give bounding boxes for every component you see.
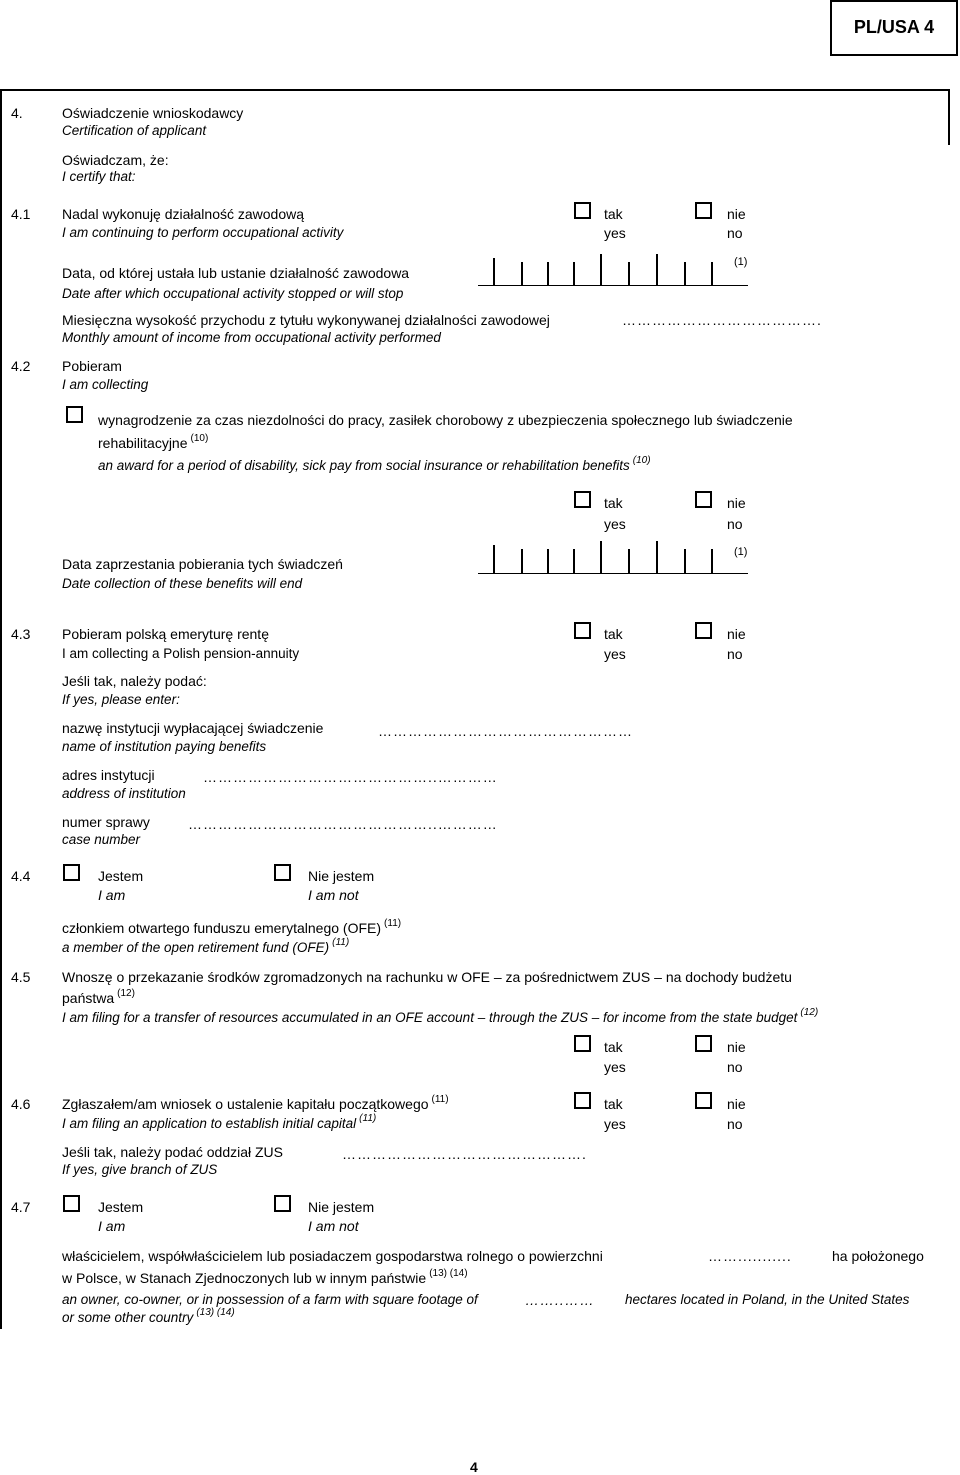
s43-case-label-pl: numer sprawy <box>62 814 150 830</box>
s44-member-en-text: a member of the open retirement fund (OFE) <box>62 940 330 955</box>
s41-label-pl: Nadal wykonuję działalność zawodową <box>62 206 305 222</box>
s47-am-pl: Jestem <box>98 1199 144 1215</box>
s41-tak: tak <box>604 206 623 222</box>
s45-nie: nie <box>727 1039 746 1055</box>
s43-tak: tak <box>604 626 623 642</box>
s42-benefit-en-footnote: (10) <box>632 455 651 466</box>
s42-benefit-pl-2 <box>98 435 208 451</box>
s47-number: 4.7 <box>11 1199 31 1215</box>
s41-footnote: (1) <box>734 256 748 268</box>
s42-date-label-pl: Data zaprzestania pobierania tych świadczeń <box>62 556 343 572</box>
form-code-box <box>830 0 958 56</box>
s41-number: 4.1 <box>11 206 31 222</box>
s46-pl-text: Zgłaszałem/am wniosek o ustalenie kapitału początkowego <box>62 1096 429 1112</box>
s46-en <box>62 1113 377 1131</box>
date-tick <box>711 549 713 573</box>
s47-owner-pl-2-text: w Polsce, w Stanach Zjednoczonych lub w innym państwie <box>62 1270 427 1286</box>
date-field-baseline <box>478 285 748 286</box>
s42-tak-checkbox[interactable] <box>574 491 591 508</box>
s47-owner-pl-1: właścicielem, współwłaścicielem lub posiadaczem gospodarstwa rolnego o powierzchni <box>62 1248 603 1264</box>
s41-income-label-pl: Miesięczna wysokość przychodu z tytułu wykonywanej działalności zawodowej <box>62 312 550 328</box>
s43-no: no <box>727 646 743 662</box>
s45-number: 4.5 <box>11 969 31 985</box>
date-tick <box>600 541 602 573</box>
s46-tak: tak <box>604 1096 623 1112</box>
s43-case-label-en: case number <box>62 832 141 847</box>
s42-benefit-checkbox[interactable] <box>66 406 83 423</box>
s43-inst-label-en: name of institution paying benefits <box>62 739 267 754</box>
s45-pl-2 <box>62 990 135 1006</box>
s42-benefit-pl-footnote: (10) <box>190 433 209 444</box>
s46-branch-label-pl: Jeśli tak, należy podać oddział ZUS <box>62 1144 283 1160</box>
s47-amnot-checkbox[interactable] <box>274 1195 291 1212</box>
s47-area-en-field[interactable]: ……..…… <box>525 1292 595 1308</box>
s46-no: no <box>727 1116 743 1132</box>
s46-number: 4.6 <box>11 1096 31 1112</box>
s47-am-checkbox[interactable] <box>63 1195 80 1212</box>
s47-owner-pl-2 <box>62 1270 468 1286</box>
s41-date-label-pl: Data, od której ustała lub ustanie działalność zawodowa <box>62 265 410 281</box>
s41-label-en: I am continuing to perform occupational activity <box>62 225 344 240</box>
s47-owner-en-ha: hectares located in Poland, in the United States <box>625 1292 910 1307</box>
s41-nie: nie <box>727 206 746 222</box>
s45-en-footnote: (12) <box>800 1007 819 1018</box>
date-tick <box>493 258 495 286</box>
s42-benefit-pl-1: wynagrodzenie za czas niezdolności do pracy, zasiłek chorobowy z ubezpieczenia społecznego lub świadczenie <box>98 412 793 428</box>
s47-owner-en-2-text: or some other country <box>62 1310 194 1325</box>
s41-yes: yes <box>604 225 626 241</box>
s45-tak-checkbox[interactable] <box>574 1035 591 1052</box>
date-tick <box>711 262 713 286</box>
date-tick <box>684 549 686 573</box>
s42-label-en: I am collecting <box>62 377 149 392</box>
date-tick <box>573 262 575 286</box>
s41-tak-checkbox[interactable] <box>574 202 591 219</box>
s43-tak-checkbox[interactable] <box>574 622 591 639</box>
s46-pl <box>62 1096 449 1112</box>
s42-yes: yes <box>604 516 626 532</box>
page-number: 4 <box>470 1459 478 1475</box>
s44-member-en-footnote: (11) <box>332 937 350 948</box>
date-field-baseline <box>478 573 748 574</box>
s46-branch-field[interactable]: …………………………………………. <box>342 1146 587 1162</box>
s45-no: no <box>727 1059 743 1075</box>
s41-date-label-en: Date after which occupational activity stopped or will stop <box>62 286 404 301</box>
s47-owner-pl-footnote: (13) (14) <box>429 1268 468 1279</box>
s45-en <box>62 1007 819 1025</box>
s42-footnote: (1) <box>734 546 748 558</box>
form-code: PL/USA 4 <box>853 17 935 37</box>
section-title-pl: Oświadczenie wnioskodawcy <box>62 105 244 121</box>
s44-member-pl-footnote: (11) <box>384 918 402 929</box>
s43-nie: nie <box>727 626 746 642</box>
s44-member-pl-text: członkiem otwartego funduszu emerytalnego (OFE) <box>62 920 382 936</box>
s41-nie-checkbox[interactable] <box>695 202 712 219</box>
s44-number: 4.4 <box>11 868 31 884</box>
s43-nie-checkbox[interactable] <box>695 622 712 639</box>
s46-branch-label-en: If yes, give branch of ZUS <box>62 1162 218 1177</box>
s42-nie: nie <box>727 495 746 511</box>
s43-ifyes-pl: Jeśli tak, należy podać: <box>62 673 207 689</box>
s46-pl-footnote: (11) <box>431 1094 449 1105</box>
s47-owner-en-1: an owner, co-owner, or in possession of a farm with square footage of <box>62 1292 478 1307</box>
date-tick <box>521 549 523 573</box>
date-tick <box>628 549 630 573</box>
section-number: 4. <box>11 105 23 121</box>
s43-inst-field[interactable]: …………………………………………… <box>378 723 633 739</box>
s42-benefit-pl-2-text: rehabilitacyjne <box>98 435 188 451</box>
s45-pl-2-text: państwa <box>62 990 115 1006</box>
s42-benefit-en-text: an award for a period of disability, sick pay from social insurance or rehabilitation benefits <box>98 458 630 473</box>
s42-no: no <box>727 516 743 532</box>
date-tick <box>547 549 549 573</box>
s44-am-en: I am <box>98 887 126 903</box>
date-tick <box>493 545 495 573</box>
section-title-en: Certification of applicant <box>62 123 207 138</box>
date-tick <box>656 541 658 573</box>
s46-en-footnote: (11) <box>359 1113 377 1124</box>
date-tick <box>628 262 630 286</box>
s42-number: 4.2 <box>11 358 31 374</box>
s43-addr-label-en: address of institution <box>62 786 186 801</box>
s46-en-text: I am filing an application to establish initial capital <box>62 1116 357 1131</box>
certify-pl: Oświadczam, że: <box>62 152 169 168</box>
s43-number: 4.3 <box>11 626 31 642</box>
s41-income-field[interactable]: …………………………………. <box>622 312 822 328</box>
s42-date-label-en: Date collection of these benefits will end <box>62 576 303 591</box>
s43-ifyes-en: If yes, please enter: <box>62 692 180 707</box>
s45-tak: tak <box>604 1039 623 1055</box>
s47-amnot-en: I am not <box>308 1218 359 1234</box>
s42-benefit-en <box>98 455 651 473</box>
s44-member-en <box>62 937 350 955</box>
section-frame-left <box>0 89 2 1329</box>
s43-addr-field[interactable]: ………………………………………..………… <box>203 769 498 785</box>
s42-nie-checkbox[interactable] <box>695 491 712 508</box>
s44-amnot-en: I am not <box>308 887 359 903</box>
s41-income-label-en: Monthly amount of income from occupational activity performed <box>62 330 441 345</box>
s42-label-pl: Pobieram <box>62 358 122 374</box>
s45-yes: yes <box>604 1059 626 1075</box>
s42-tak: tak <box>604 495 623 511</box>
s44-amnot-pl: Nie jestem <box>308 868 375 884</box>
s46-yes: yes <box>604 1116 626 1132</box>
s44-member-pl <box>62 920 401 936</box>
s41-no: no <box>727 225 743 241</box>
s47-amnot-pl: Nie jestem <box>308 1199 375 1215</box>
s46-tak-checkbox[interactable] <box>574 1092 591 1109</box>
date-tick <box>573 549 575 573</box>
date-tick <box>656 254 658 286</box>
s43-case-field[interactable]: …………………………………………..………… <box>188 816 498 832</box>
s44-am-pl: Jestem <box>98 868 144 884</box>
s47-owner-en-2 <box>62 1307 235 1325</box>
certify-en: I certify that: <box>62 169 136 184</box>
s45-en-text: I am filing for a transfer of resources accumulated in an OFE account – through the ZUS – for income from the state budget <box>62 1010 798 1025</box>
s46-nie: nie <box>727 1096 746 1112</box>
s44-amnot-checkbox[interactable] <box>274 864 291 881</box>
date-tick <box>521 262 523 286</box>
s43-label-en: I am collecting a Polish pension-annuity <box>62 646 300 661</box>
date-tick <box>600 254 602 286</box>
s45-pl-footnote: (12) <box>117 988 135 999</box>
date-tick <box>684 262 686 286</box>
s47-area-field[interactable]: ……........... <box>708 1248 792 1264</box>
s47-owner-en-footnote: (13) (14) <box>196 1307 235 1318</box>
s47-am-en: I am <box>98 1218 126 1234</box>
s43-inst-label-pl: nazwę instytucji wypłacającej świadczenie <box>62 720 324 736</box>
s45-nie-checkbox[interactable] <box>695 1035 712 1052</box>
s43-yes: yes <box>604 646 626 662</box>
s44-am-checkbox[interactable] <box>63 864 80 881</box>
s45-pl-1: Wnoszę o przekazanie środków zgromadzonych na rachunku w OFE – za pośrednictwem ZUS – na dochody budżetu <box>62 969 792 985</box>
s46-nie-checkbox[interactable] <box>695 1092 712 1109</box>
s47-owner-pl-ha: ha położonego <box>832 1248 924 1264</box>
date-tick <box>547 262 549 286</box>
s43-label-pl: Pobieram polską emeryturę rentę <box>62 626 269 642</box>
s43-addr-label-pl: adres instytucji <box>62 767 155 783</box>
